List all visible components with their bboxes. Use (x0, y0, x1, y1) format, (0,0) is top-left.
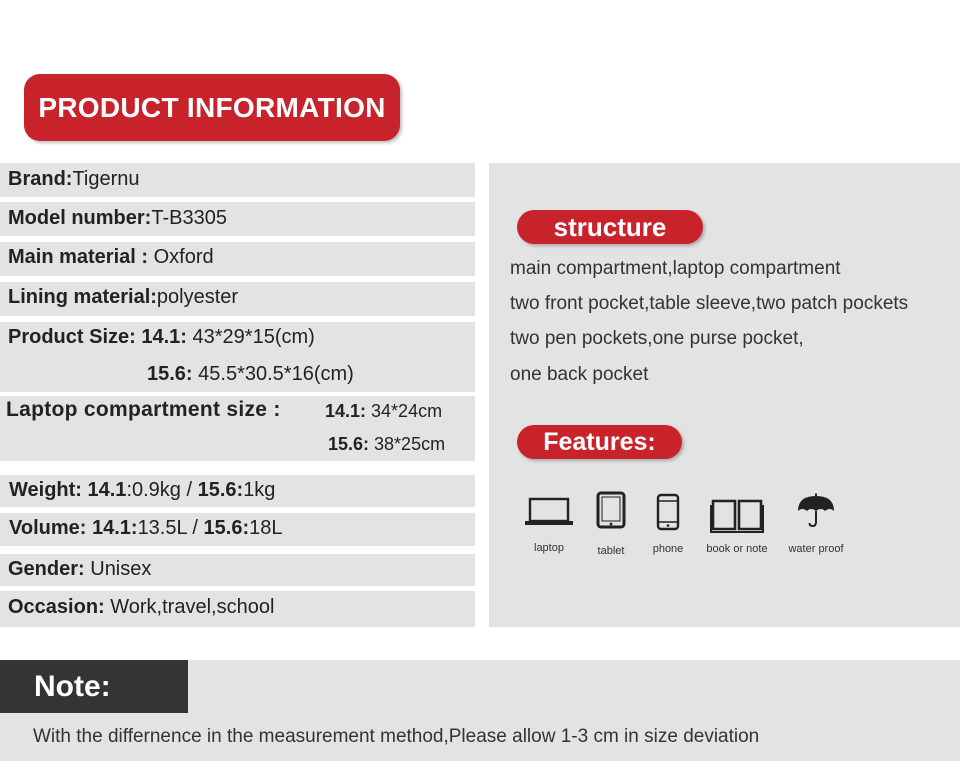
features-title-pill (517, 425, 682, 459)
laptop-14-key: 14.1: (325, 401, 367, 421)
phone-icon (645, 493, 691, 533)
gender-value: Unisex (84, 558, 152, 580)
structure-line: two pen pockets,one purse pocket, (510, 328, 804, 349)
model-value: T-B3305 (151, 207, 227, 229)
note-text: With the differnence in the measurement method,Please allow 1-3 cm in size deviation (33, 726, 760, 747)
book-icon (701, 497, 773, 533)
occasion-label: Occasion: (8, 596, 105, 618)
model-label: Model number: (8, 207, 152, 229)
laptop-15-key: 15.6: (328, 434, 370, 454)
feature-phone (645, 493, 691, 555)
size-14-value: 43*29*15(cm) (186, 326, 315, 348)
spec-row-occasion (0, 591, 475, 627)
volume-label: Volume: 14.1: (9, 517, 138, 539)
note-title-tab (0, 660, 188, 713)
laptop-15-value: 38*25cm (369, 434, 446, 454)
lining-label: Lining material: (8, 286, 157, 308)
weight-14-value: :0.9kg / (126, 479, 198, 501)
structure-title-pill (517, 210, 703, 244)
feature-label: book or note (706, 543, 768, 555)
laptop-compartment-label: Laptop compartment size : (6, 398, 281, 421)
weight-15-value: 1kg (243, 479, 276, 501)
feature-tablet (587, 491, 635, 555)
spec-row-size (0, 322, 475, 392)
feature-label: tablet (597, 545, 625, 557)
gender-label: Gender: (8, 558, 85, 580)
feature-label: phone (652, 543, 684, 555)
header-title: PRODUCT INFORMATION (38, 91, 386, 123)
size-15-value: 45.5*30.5*16(cm) (192, 363, 354, 385)
material-label: Main material : (8, 246, 149, 268)
spec-row-volume (0, 513, 475, 546)
structure-features-panel (489, 163, 960, 627)
note-title: Note: (34, 669, 111, 703)
structure-line: one back pocket (510, 364, 649, 385)
spec-row-weight (0, 475, 475, 507)
volume-14-value: 13.5L / (137, 517, 204, 539)
lining-value: polyester (156, 286, 239, 308)
brand-value: Tigernu (72, 168, 140, 190)
feature-label: water proof (788, 543, 844, 555)
product-information-header (24, 74, 400, 141)
structure-line: main compartment,laptop compartment (510, 258, 841, 279)
feature-waterproof (783, 493, 849, 555)
weight-label: Weight: 14.1 (9, 479, 127, 501)
laptop-icon (523, 495, 575, 527)
occasion-value: Work,travel,school (104, 596, 275, 618)
features-title: Features: (543, 427, 656, 456)
spec-row-model (0, 202, 475, 236)
material-value: Oxford (148, 246, 214, 268)
spec-row-brand (0, 163, 475, 197)
size-label: Product Size: (8, 326, 136, 348)
volume-15-value: 18L (249, 517, 283, 539)
spec-row-laptop-compartment (0, 396, 475, 461)
spec-row-gender (0, 554, 475, 586)
volume-15-key: 15.6: (203, 517, 250, 539)
size-15-key: 15.6: (147, 363, 193, 385)
umbrella-icon (783, 493, 849, 529)
laptop-14-value: 34*24cm (366, 401, 443, 421)
structure-line: two front pocket,table sleeve,two patch pockets (510, 293, 909, 314)
feature-label: laptop (534, 542, 564, 554)
spec-row-material (0, 242, 475, 276)
brand-label: Brand: (8, 168, 73, 190)
tablet-icon (587, 491, 635, 531)
feature-laptop (523, 495, 575, 555)
structure-title: structure (553, 211, 667, 242)
size-14-key: 14.1: (135, 326, 187, 348)
spec-row-lining (0, 282, 475, 316)
weight-15-key: 15.6: (197, 479, 244, 501)
feature-book (701, 497, 773, 557)
